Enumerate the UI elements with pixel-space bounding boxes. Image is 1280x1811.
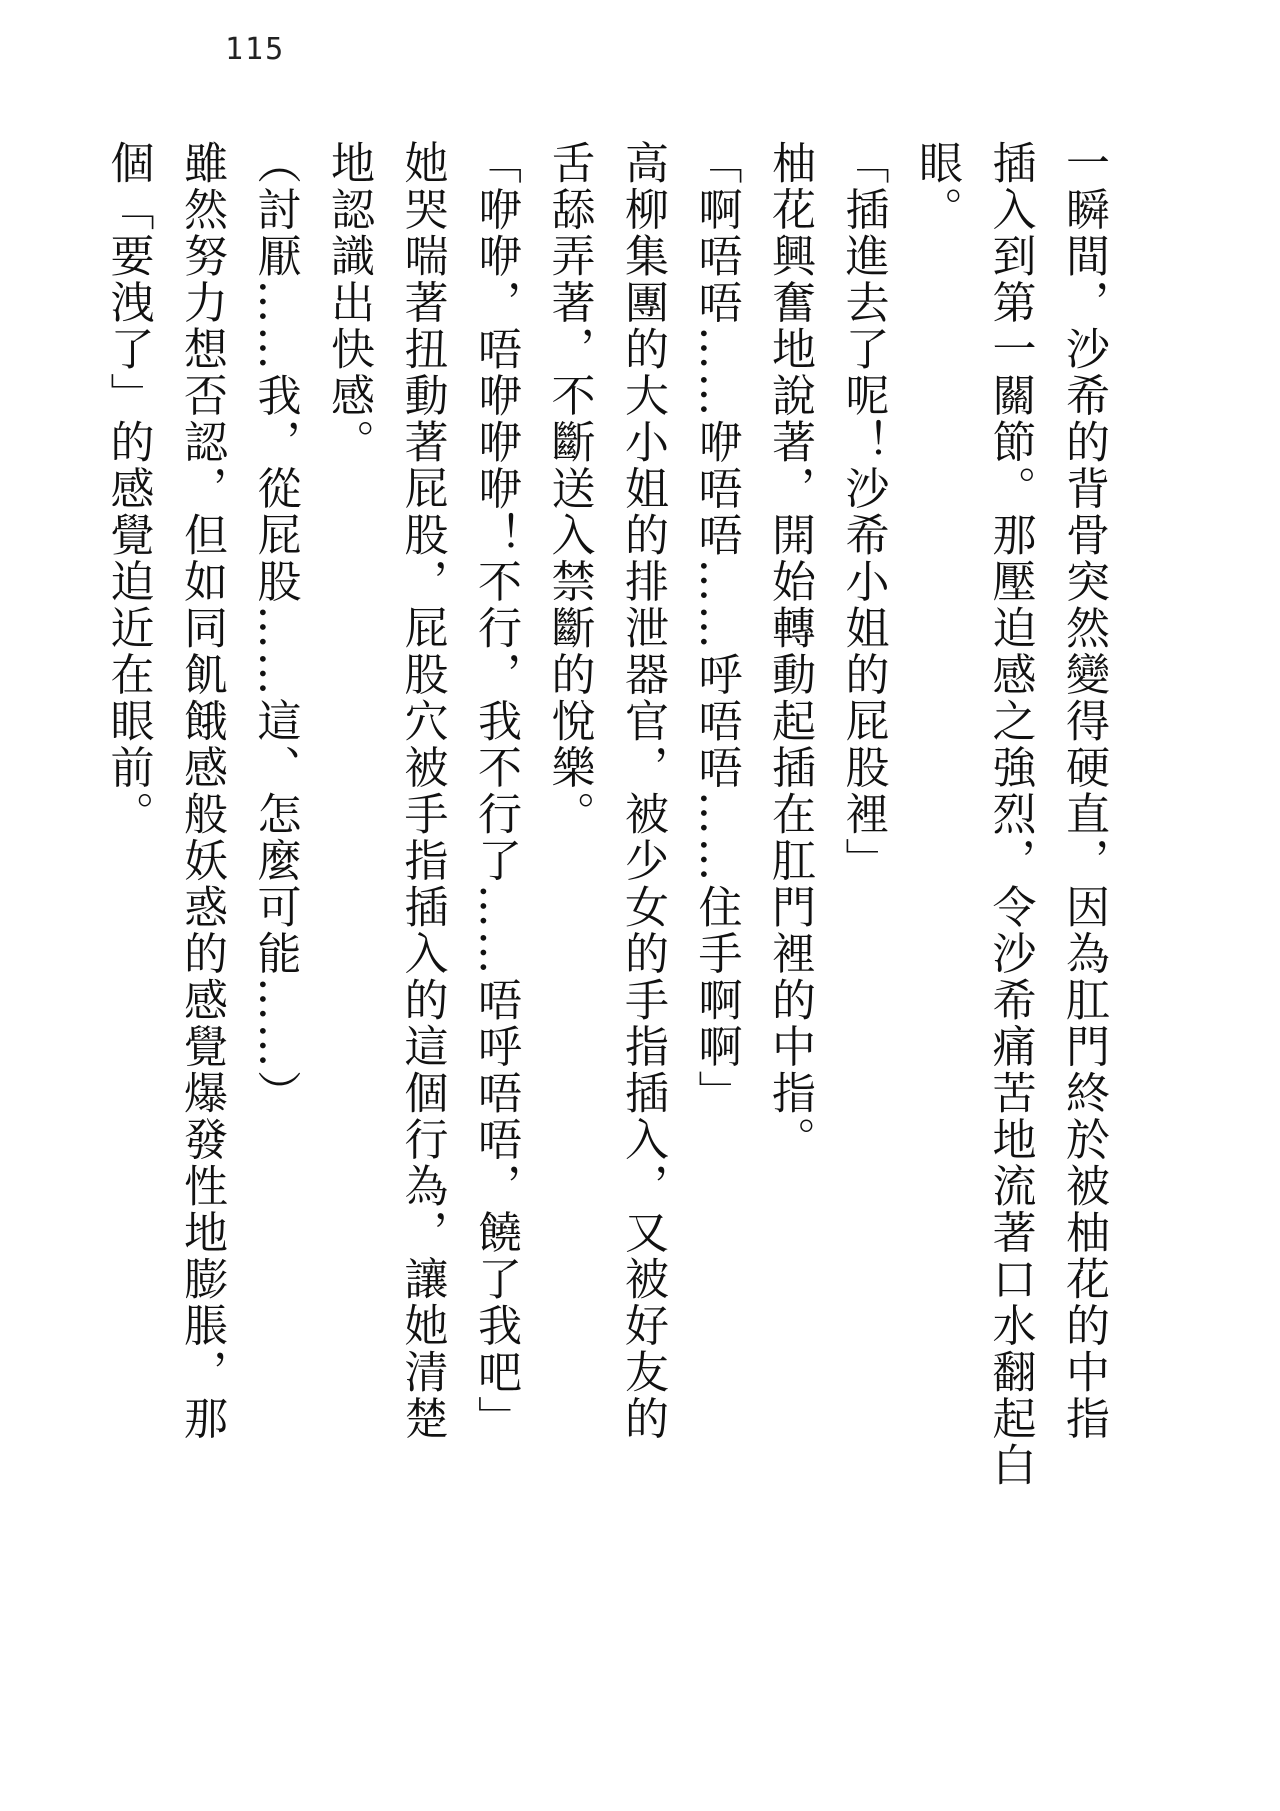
text-column: 她哭喘著扭動著屁股，屁股穴被手指插入的這個行為，讓她清楚	[396, 140, 448, 1442]
text-column: 一瞬間，沙希的背骨突然變得硬直，因為肛門終於被柚花的中指	[1058, 140, 1109, 1442]
text-column: 地認識出快感。	[323, 140, 374, 466]
text-column: 「咿咿，唔咿咿咿！不行，我不行了……唔呼唔唔，饒了我吧」	[470, 140, 521, 1442]
page-number: 115	[225, 32, 286, 67]
text-column: 雖然努力想否認，但如同飢餓感般妖惑的感覺爆發性地膨脹，那	[176, 140, 227, 1442]
text-column: 「啊唔唔……咿唔唔……呼唔唔……住手啊啊」	[690, 140, 742, 1117]
text-column: 「插進去了呢！沙希小姐的屁股裡」	[837, 140, 889, 884]
text-column: 柚花興奮地說著，開始轉動起插在肛門裡的中指。	[764, 140, 815, 1163]
text-column: （討厭……我，從屁股……這、怎麼可能……）	[249, 140, 301, 1117]
text-column: 高柳集團的大小姐的排泄器官，被少女的手指插入，又被好友的	[617, 140, 668, 1442]
text-column: 舌舔弄著，不斷送入禁斷的悅樂。	[543, 140, 595, 838]
text-column: 插入到第一關節。那壓迫感之強烈，令沙希痛苦地流著口水翻起白	[984, 140, 1036, 1489]
vertical-text-block	[102, 140, 1120, 1740]
text-column: 個「要洩了」的感覺迫近在眼前。	[102, 140, 154, 838]
text-column: 眼。	[911, 140, 962, 233]
